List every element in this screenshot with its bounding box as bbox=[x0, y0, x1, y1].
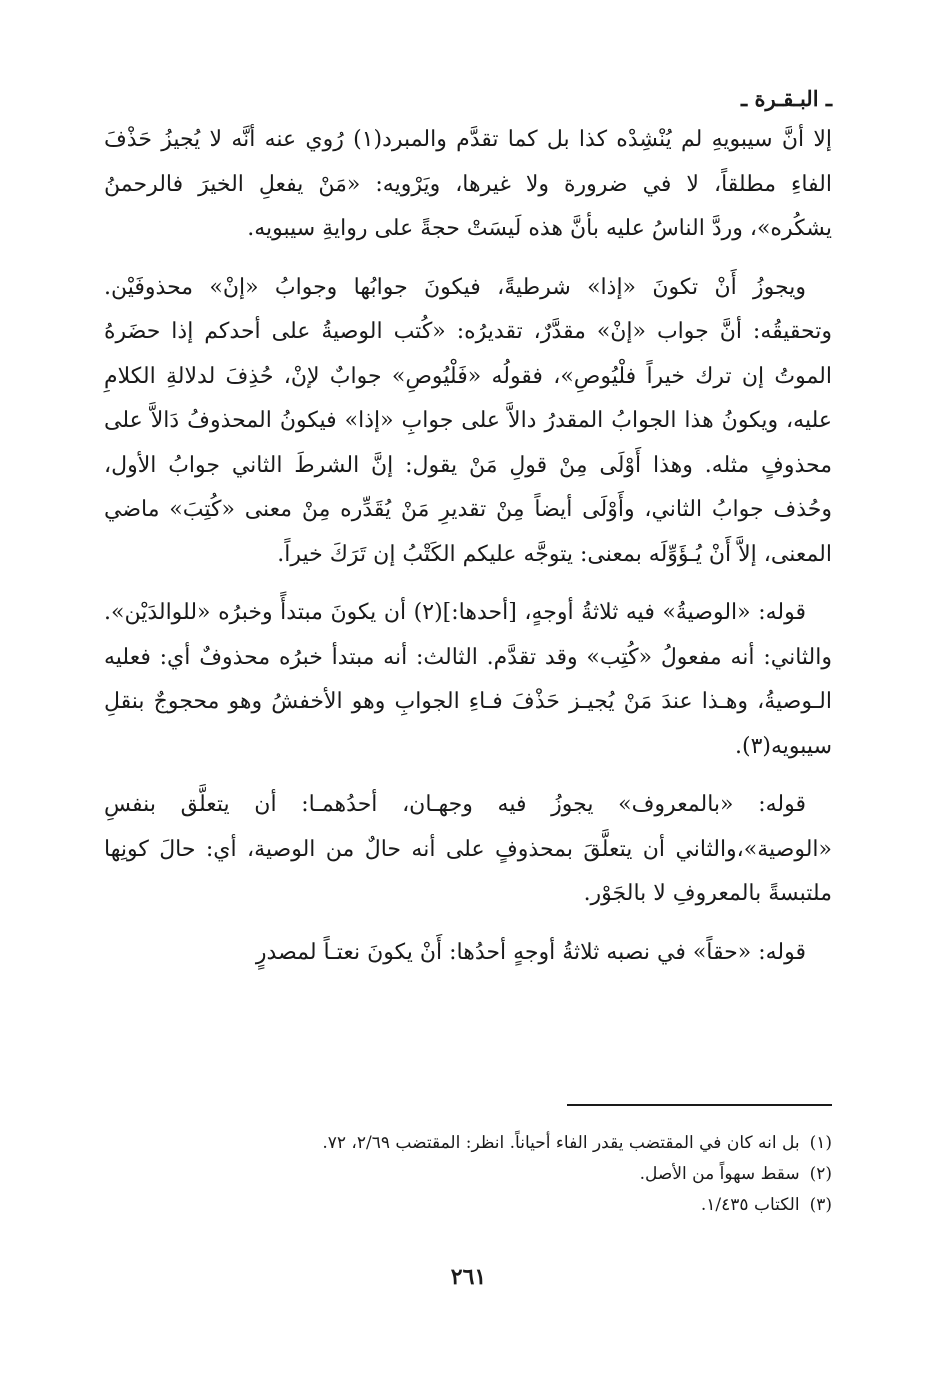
running-header: ـ البـقـرة ـ bbox=[740, 86, 832, 111]
footnotes bbox=[104, 1128, 832, 1221]
footnote-text: سقط سهواً من الأصل. bbox=[639, 1164, 800, 1184]
footnote-text: الكتاب ١/٤٣٥. bbox=[700, 1195, 800, 1215]
footnote-number: (٣) bbox=[809, 1195, 832, 1215]
footnote-number: (١) bbox=[809, 1133, 832, 1153]
paragraph-conditional-idha: ويجوزُ أَنْ تكونَ «إذا» شرطيةً، فيكونَ جوابُها وجوابُ «إنْ» محذوفَيْن. وتحقيقُه: أنَّ جواب «إنْ» مقدَّرٌ، تقديرُه: «كُتب الوصيةُ على أحدكم إذا حضَرهُ الموتُ إن ترك خيراً فلْيُوصِ»، فقولُه «فَلْيُوصِ» جوابٌ لإنْ، حُذِفَ لدلالةِ الكلامِ عليه، ويكونُ هذا الجوابُ المقدرُ دالاَّ على جوابِ «إذا» فيكونُ المحذوفُ دَالاَّ على محذوفٍ مثله. وهذا أَوْلَى مِنْ قولِ مَنْ يقول: إنَّ الشرطَ الثاني جوابُ الأول، وحُذف جوابُ الثاني، وأَوْلَى أيضاً مِنْ تقديرِ مَنْ يُقَدِّره مِنْ معنى «كُتِبَ» ماضي المعنى، إلاَّ أَنْ يُـؤَوِّلَه بمعنى: يتوجَّه عليكم الكَتْبُ إن تَرَكَ خيراً. bbox=[104, 274, 832, 567]
paragraph-haqqan: قوله: «حقاً» في نصبه ثلاثةُ أوجهٍ أحدُها: أَنْ يكونَ نعتـاً لمصدرٍ bbox=[255, 939, 806, 965]
paragraph-continuation: إلا أنَّ سيبويهِ لم يُنْشِدْه كذا بل كما تقدَّم والمبرد(١) رُوي عنه أنَّه لا يُجيزُ حَذْفَ الفاءِ مطلقاً، لا في ضرورة ولا غيرها، ويَرْويه: «مَنْ يفعلِ الخيرَ فالرحمنُ يشكُره»، وردَّ الناسُ عليه بأنَّ هذه لَيسَتْ حجةً على روايةِ سيبويه. bbox=[104, 127, 832, 241]
footnote-2 bbox=[104, 1159, 832, 1190]
footnote-3 bbox=[104, 1190, 832, 1221]
page-number: ٢٦١ bbox=[450, 1264, 487, 1290]
footnote-text: بل انه كان في المقتضب يقدر الفاء أحياناً. انظر: المقتضب ٢/٦٩، ٧٢. bbox=[322, 1133, 800, 1153]
footnote-1 bbox=[104, 1128, 832, 1159]
main-text bbox=[104, 118, 832, 989]
footnote-separator bbox=[567, 1104, 832, 1106]
paragraph-al-wasiyya: قوله: «الوصيةُ» فيه ثلاثةُ أوجهٍ، [أحدها:](٢) أن يكونَ مبتدأً وخبرُه «للوالدَيْن». والثاني: أنه مفعولُ «كُتِب» وقد تقدَّم. الثالث: أنه مبتدأ خبرُه محذوفٌ أي: فعليه الـوصيةُ، وهـذا عندَ مَنْ يُجيـز حَذْفَ فـاءِ الجوابِ وهو الأخفشُ وهو محجوجٌ بنقلِ سيبويه(٣). bbox=[104, 600, 832, 759]
paragraph-bil-maruf: قوله: «بالمعروف» يجوزُ فيه وجهـان، أحدُهمـا: أن يتعلَّق بنفسِ «الوصية»،والثاني أن يتعلَّقَ بمحذوفٍ على أنه حالٌ من الوصية، أي: حالَ كونِها ملتبسةً بالمعروفِ لا بالجَوْر. bbox=[104, 792, 832, 906]
footnote-number: (٢) bbox=[809, 1164, 832, 1184]
